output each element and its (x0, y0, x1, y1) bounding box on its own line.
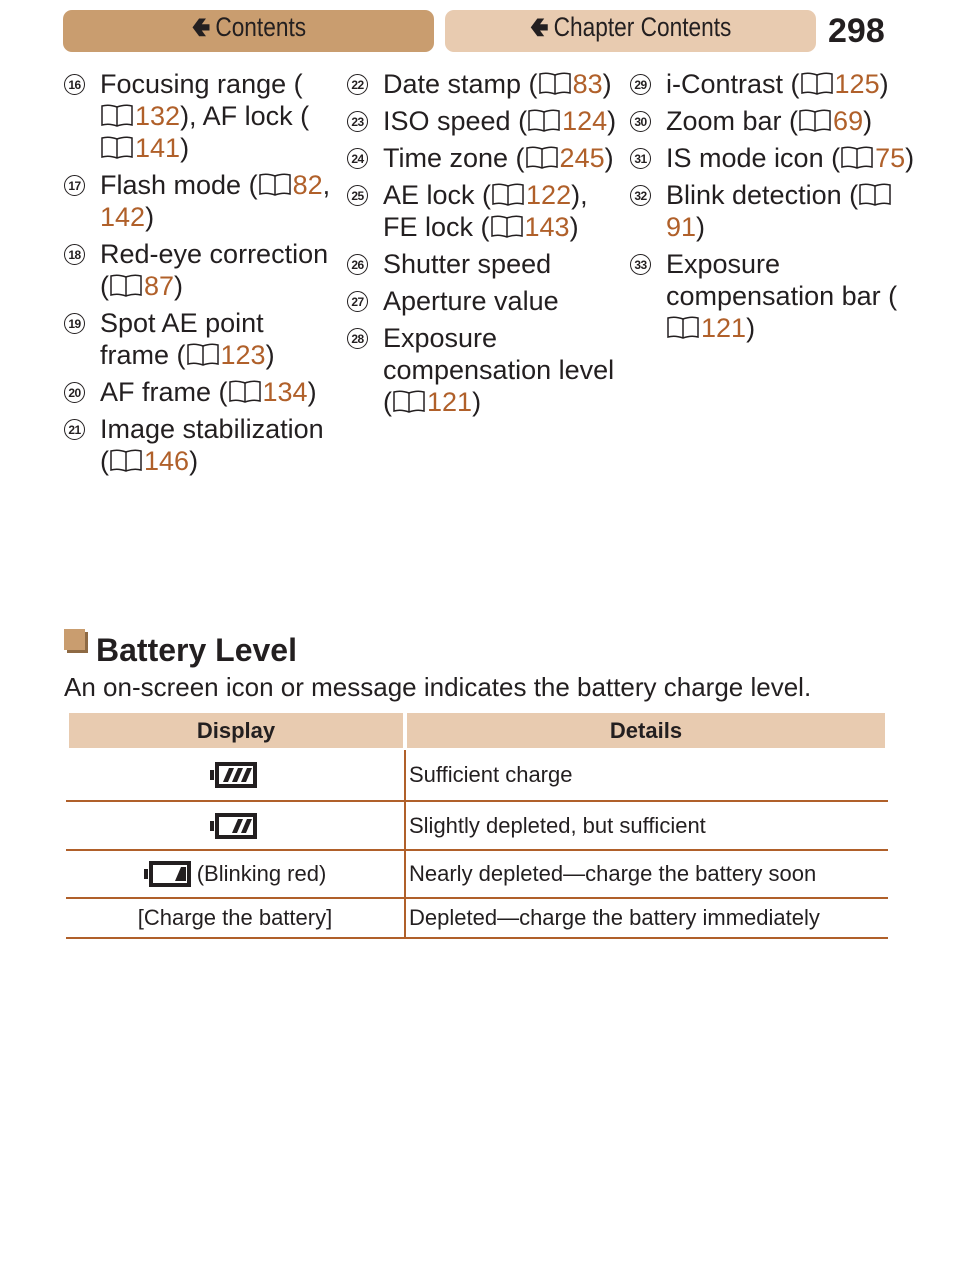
legend-item (347, 68, 617, 100)
page-number: 298 (828, 12, 885, 50)
page-reference-number: 146 (144, 446, 190, 476)
legend-item (64, 307, 334, 371)
details-cell: Slightly depleted, but sufficient (409, 812, 706, 838)
section-description: An on-screen icon or message indicates the battery charge level. (64, 672, 812, 702)
item-text-part: ) (189, 446, 199, 476)
item-text-part: ) (307, 377, 317, 407)
contents-button[interactable] (63, 10, 434, 52)
page-reference-link[interactable] (100, 133, 180, 163)
table-row (66, 750, 888, 802)
book-reference-icon (228, 379, 262, 404)
page-reference-link[interactable] (490, 212, 570, 242)
item-number: 17 (64, 175, 85, 196)
item-text (666, 179, 920, 243)
table-row (66, 899, 888, 939)
book-reference-icon (800, 71, 834, 96)
item-text-part: ) (602, 69, 612, 99)
details-cell: Sufficient charge (409, 762, 573, 787)
item-text-part: Exposure compensation bar ( (666, 249, 898, 311)
item-text-part: ) (696, 212, 706, 242)
page-reference-number: 125 (834, 69, 880, 99)
item-number: 25 (347, 185, 368, 206)
legend-item (347, 179, 617, 243)
book-reference-icon (186, 342, 220, 367)
item-text (100, 68, 334, 164)
page-reference-number: 141 (135, 133, 181, 163)
section-title: Battery Level (96, 632, 297, 668)
page-reference-link[interactable] (798, 106, 863, 136)
item-number: 23 (347, 111, 368, 132)
book-reference-icon (527, 108, 561, 133)
item-text (383, 105, 616, 137)
item-text (383, 285, 559, 317)
item-text-part: i-Contrast ( (666, 69, 800, 99)
item-text-part: Image stabilization ( (100, 414, 324, 476)
page-reference-number: 75 (875, 143, 906, 173)
table-header-row (66, 713, 888, 748)
item-text-part: ), AF lock ( (180, 101, 310, 131)
page-reference-link[interactable] (525, 143, 605, 173)
page-reference-number: 143 (524, 212, 570, 242)
item-text (666, 142, 914, 174)
item-text-part: Exposure compensation level ( (383, 323, 615, 417)
back-arrow-icon: 🢀 (191, 12, 210, 42)
item-number: 20 (64, 382, 85, 403)
page-reference-link[interactable] (491, 180, 571, 210)
header-display: Display (69, 713, 403, 748)
back-arrow-icon: 🢀 (529, 12, 549, 42)
legend-item (347, 142, 617, 174)
page-reference-link[interactable] (186, 340, 266, 370)
page-reference-number: 121 (701, 313, 747, 343)
item-text-part: Blink detection ( (666, 180, 859, 210)
item-number: 31 (630, 148, 651, 169)
page-reference-link[interactable] (100, 101, 180, 131)
item-number: 28 (347, 328, 368, 349)
item-text (383, 179, 617, 243)
details-cell: Depleted—charge the battery immediately (409, 905, 820, 930)
item-text-part: IS mode icon ( (666, 143, 841, 173)
item-text (383, 68, 612, 100)
legend-column-2 (347, 68, 617, 423)
item-text-part: ) (180, 133, 190, 163)
item-number: 33 (630, 254, 651, 275)
page-reference-number: 124 (562, 106, 608, 136)
item-number: 27 (347, 291, 368, 312)
legend-item (630, 248, 920, 344)
page-reference-link[interactable] (666, 313, 746, 343)
item-text-part: Focusing range ( (100, 69, 303, 99)
book-reference-icon (525, 145, 559, 170)
item-text-part: ISO speed ( (383, 106, 528, 136)
item-text-part: Spot AE point frame ( (100, 308, 264, 370)
item-text (666, 68, 889, 100)
item-text-part: Zoom bar ( (666, 106, 799, 136)
table-row (66, 802, 888, 851)
page-reference-number: 122 (526, 180, 572, 210)
page-reference-number: 134 (262, 377, 308, 407)
display-cell: [Charge the battery] (66, 899, 406, 937)
page-reference-link[interactable] (392, 387, 472, 417)
table-row (66, 851, 888, 899)
book-reference-icon (538, 71, 572, 96)
item-number: 18 (64, 244, 85, 265)
legend-column-1 (64, 68, 334, 482)
item-number: 29 (630, 74, 651, 95)
book-reference-icon (109, 448, 143, 473)
item-text-part: AE lock ( (383, 180, 492, 210)
item-text (666, 248, 920, 344)
item-text-part: Flash mode ( (100, 170, 258, 200)
item-text-part: ) (604, 143, 614, 173)
legend-column-3 (630, 68, 920, 349)
book-reference-icon (840, 145, 874, 170)
battery-full-icon (210, 760, 260, 790)
item-number: 32 (630, 185, 651, 206)
page-reference-number: 245 (559, 143, 605, 173)
item-text (383, 248, 551, 280)
book-reference-icon (109, 273, 143, 298)
page-reference-number: 87 (144, 271, 175, 301)
legend-item (64, 238, 334, 302)
page-reference-link[interactable] (800, 69, 880, 99)
page-reference-link[interactable] (109, 271, 174, 301)
battery-two-bars-icon (210, 811, 260, 841)
item-text-part: ) (174, 271, 184, 301)
page-reference-link[interactable] (538, 69, 603, 99)
details-cell: Nearly depleted—charge the battery soon (409, 861, 817, 886)
item-text (383, 142, 614, 174)
legend-item (630, 68, 920, 100)
book-reference-icon (100, 103, 134, 128)
item-number: 21 (64, 419, 85, 440)
page-reference-link[interactable] (840, 143, 905, 173)
book-reference-icon (100, 135, 134, 160)
item-text-part: ) (879, 69, 889, 99)
chapter-contents-button[interactable] (445, 10, 816, 52)
contents-button-label: Contents (214, 12, 306, 42)
item-text-part: Shutter speed (383, 249, 552, 279)
page-reference-number: 83 (572, 69, 603, 99)
display-cell (66, 802, 406, 849)
item-text-part: ) (569, 212, 579, 242)
item-text (666, 105, 872, 137)
book-reference-icon (258, 172, 292, 197)
item-text-part: Red-eye correction ( (100, 239, 329, 301)
legend-item (347, 248, 617, 280)
item-text (100, 169, 334, 233)
legend-item (347, 105, 617, 137)
battery-one-bar-icon (144, 859, 194, 889)
legend-item (630, 142, 920, 174)
book-reference-icon (392, 389, 426, 414)
legend-item (630, 105, 920, 137)
page-reference-link[interactable] (527, 106, 607, 136)
legend-item (64, 413, 334, 477)
legend-item (630, 179, 920, 243)
item-text-part: Time zone ( (383, 143, 525, 173)
item-text-part: ) (607, 106, 617, 136)
page-reference-link[interactable] (258, 170, 323, 200)
page-reference-number: 91 (666, 212, 697, 242)
item-text-part: ) (905, 143, 915, 173)
item-number: 16 (64, 74, 85, 95)
item-text-part: AF frame ( (100, 377, 228, 407)
item-text-part: Aperture value (383, 286, 559, 316)
book-reference-icon (858, 182, 892, 207)
legend-item (64, 376, 334, 408)
page-reference-number: 132 (135, 101, 181, 131)
item-text-part: ), FE lock ( (383, 180, 588, 242)
item-number: 24 (347, 148, 368, 169)
item-text-part: ) (863, 106, 873, 136)
chapter-contents-button-label: Chapter Contents (553, 12, 732, 42)
item-text-part: ) (265, 340, 275, 370)
item-text (383, 322, 617, 418)
item-text-part: Date stamp ( (383, 69, 538, 99)
book-reference-icon (666, 315, 700, 340)
item-text (100, 307, 334, 371)
item-text (100, 376, 317, 408)
item-text-part: ) (746, 313, 756, 343)
book-reference-icon (490, 214, 524, 239)
page-reference-number: 69 (833, 106, 864, 136)
legend-item (347, 322, 617, 418)
section-marker-icon (64, 629, 85, 650)
page-reference-number: 82 (292, 170, 323, 200)
book-reference-icon (491, 182, 525, 207)
page-reference-number: 123 (220, 340, 266, 370)
item-number: 30 (630, 111, 651, 132)
blinking-red-label: (Blinking red) (196, 861, 327, 886)
page-reference-link[interactable] (109, 446, 189, 476)
page-reference-link[interactable]: 142 (100, 202, 146, 232)
legend-item (64, 68, 334, 164)
display-cell (66, 851, 406, 897)
item-number: 26 (347, 254, 368, 275)
item-text (100, 413, 334, 477)
header-details: Details (407, 713, 885, 748)
item-number: 19 (64, 313, 85, 334)
book-reference-icon (798, 108, 832, 133)
item-text-part: ) (472, 387, 482, 417)
display-cell (66, 750, 406, 800)
item-text (100, 238, 334, 302)
item-text-part: ) (145, 202, 155, 232)
legend-item (64, 169, 334, 233)
page-reference-link[interactable] (228, 377, 308, 407)
legend-item (347, 285, 617, 317)
item-number: 22 (347, 74, 368, 95)
item-text-part: , (322, 170, 331, 200)
page-reference-number: 121 (427, 387, 473, 417)
battery-level-table (66, 713, 888, 939)
